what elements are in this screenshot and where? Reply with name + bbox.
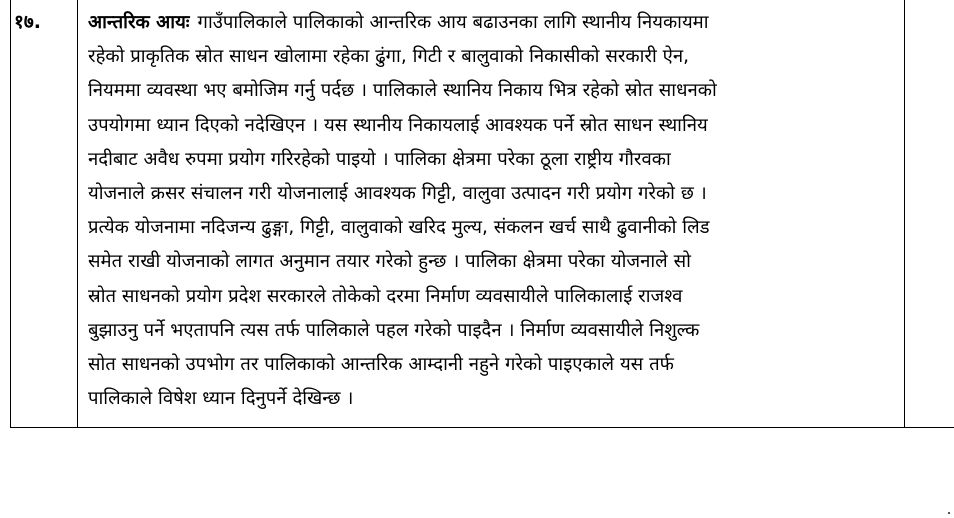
paragraph-line: नियममा व्यवस्था भए बमोजिम गर्नु पर्दछ । पालिकाले स्थानिय निकाय भित्र रहेको स्रोत साधनको	[88, 80, 717, 102]
next-row-cutoff-text	[88, 426, 894, 432]
paragraph-line: गाउँपालिकाले पालिकाको आन्तरिक आय बढाउनका लागि स्थानीय नियकायमा	[197, 12, 709, 33]
finding-paragraph	[88, 6, 894, 416]
table-border-left	[10, 0, 11, 428]
table-border-text-column	[904, 0, 905, 428]
paragraph-line: नदीबाट अवैध रुपमा प्रयोग गरिरहेको पाइयो । पालिका क्षेत्रमा परेका ठूला राष्ट्रीय गौरवका	[88, 148, 671, 170]
finding-heading: आन्तरिक आयः	[88, 12, 190, 33]
paragraph-line: सोत साधनको उपभोग तर पालिकाको आन्तरिक आम्दानी नहुने गरेको पाइएकाले यस तर्फ	[88, 353, 674, 375]
table-border-number-column	[77, 0, 78, 428]
paragraph-line: स्रोत साधनको प्रयोग प्रदेश सरकारले तोकेको दरमा निर्माण व्यवसायीले पालिकालाई राजश्व	[88, 285, 683, 307]
paragraph-line: उपयोगमा ध्यान दिएको नदेखिएन । यस स्थानीय निकायलाई आवश्यक पर्ने स्रोत साधन स्थानिय	[88, 114, 708, 136]
paragraph-line: योजनाले क्रसर संचालन गरी योजनालाई आवश्यक गिट्टी, वालुवा उत्पादन गरी प्रयोग गरेको छ ।	[88, 182, 707, 204]
paragraph-line: समेत राखी योजनाको लागत अनुमान तयार गरेको हुन्छ । पालिका क्षेत्रमा परेका योजनाले सो	[88, 251, 691, 273]
paragraph-line: प्रत्येक योजनामा नदिजन्य ढुङ्गा, गिट्टी, वालुवाको खरिद मुल्य, संकलन खर्च साथै ढुवानीको लिड	[88, 217, 710, 239]
scan-speck	[948, 512, 950, 514]
paragraph-line: रहेको प्राकृतिक स्रोत साधन खोलामा रहेका ढुंगा, गिटी र बालुवाको निकासीको सरकारी ऐन,	[88, 46, 690, 68]
paragraph-line: बुझाउनु पर्ने भएतापनि त्यस तर्फ पालिकाले पहल गरेको पाइदैन । निर्माण व्यवसायीले निशुल्क	[88, 319, 700, 341]
paragraph-line: पालिकाले विषेश ध्यान दिनुपर्ने देखिन्छ ।	[88, 388, 354, 410]
row-number: १७.	[14, 11, 41, 33]
